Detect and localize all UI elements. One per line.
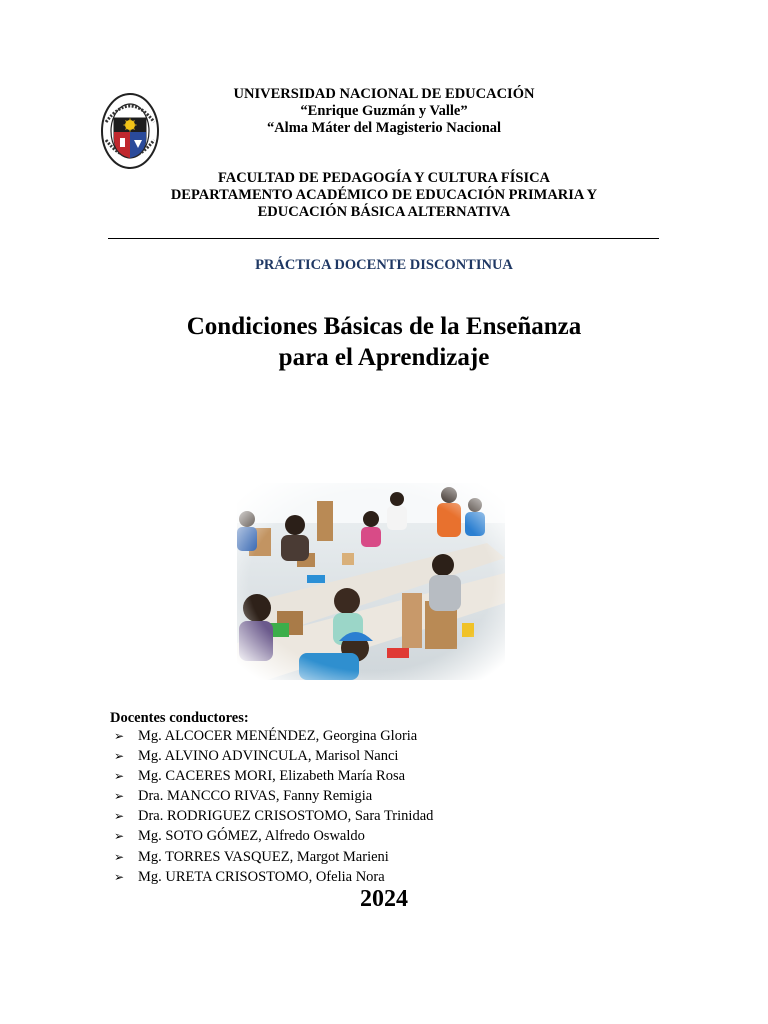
faculty-header — [108, 170, 660, 221]
docentes-label: Docentes conductores: — [110, 710, 249, 726]
docente-name: Mg. TORRES VASQUEZ, Margot Marieni — [138, 848, 389, 865]
arrowhead-bullet-icon: ➢ — [114, 809, 125, 824]
university-header — [108, 86, 660, 137]
docente-name: Mg. URETA CRISOSTOMO, Ofelia Nora — [138, 868, 385, 885]
list-item — [110, 746, 630, 766]
arrowhead-bullet-icon: ➢ — [114, 789, 125, 804]
arrowhead-bullet-icon: ➢ — [114, 849, 125, 864]
document-year: 2024 — [360, 886, 408, 912]
faculty-line-3: EDUCACIÓN BÁSICA ALTERNATIVA — [257, 204, 511, 220]
document-subtitle: PRÁCTICA DOCENTE DISCONTINUA — [255, 257, 513, 273]
title-line-2: para el Aprendizaje — [278, 344, 490, 371]
title-line-1: Condiciones Básicas de la Enseñanza — [186, 313, 582, 340]
docentes-list — [110, 726, 630, 887]
arrowhead-bullet-icon: ➢ — [114, 749, 125, 764]
docente-name: Mg. ALVINO ADVINCULA, Marisol Nanci — [138, 748, 399, 765]
faculty-line-1: FACULTAD DE PEDAGOGÍA Y CULTURA FÍSICA — [217, 170, 551, 186]
arrowhead-bullet-icon: ➢ — [114, 829, 125, 844]
faculty-line-2: DEPARTAMENTO ACADÉMICO DE EDUCACIÓN PRIMARIA Y — [170, 187, 598, 203]
docentes-section — [110, 710, 630, 887]
university-name: UNIVERSIDAD NACIONAL DE EDUCACIÓN — [233, 86, 535, 102]
list-item — [110, 847, 630, 867]
docente-name: Dra. MANCCO RIVAS, Fanny Remigia — [138, 788, 373, 805]
list-item — [110, 726, 630, 746]
list-item — [110, 766, 630, 786]
list-item — [110, 786, 630, 806]
list-item — [110, 806, 630, 826]
docente-name: Mg. ALCOCER MENÉNDEZ, Georgina Gloria — [138, 728, 418, 744]
docente-name: Dra. RODRIGUEZ CRISOSTOMO, Sara Trinidad — [138, 808, 434, 825]
arrowhead-bullet-icon: ➢ — [114, 869, 125, 884]
university-motto-2: “Alma Máter del Magisterio Nacional — [266, 120, 502, 136]
classroom-photo — [237, 483, 505, 680]
header-divider — [108, 238, 659, 239]
arrowhead-bullet-icon: ➢ — [114, 769, 125, 784]
list-item — [110, 826, 630, 846]
university-motto-1: “Enrique Guzmán y Valle” — [300, 103, 468, 119]
docente-name: Mg. CACERES MORI, Elizabeth María Rosa — [138, 768, 406, 785]
list-item — [110, 867, 630, 887]
document-title — [108, 311, 660, 373]
docente-name: Mg. SOTO GÓMEZ, Alfredo Oswaldo — [138, 828, 365, 845]
arrowhead-bullet-icon: ➢ — [114, 729, 125, 743]
